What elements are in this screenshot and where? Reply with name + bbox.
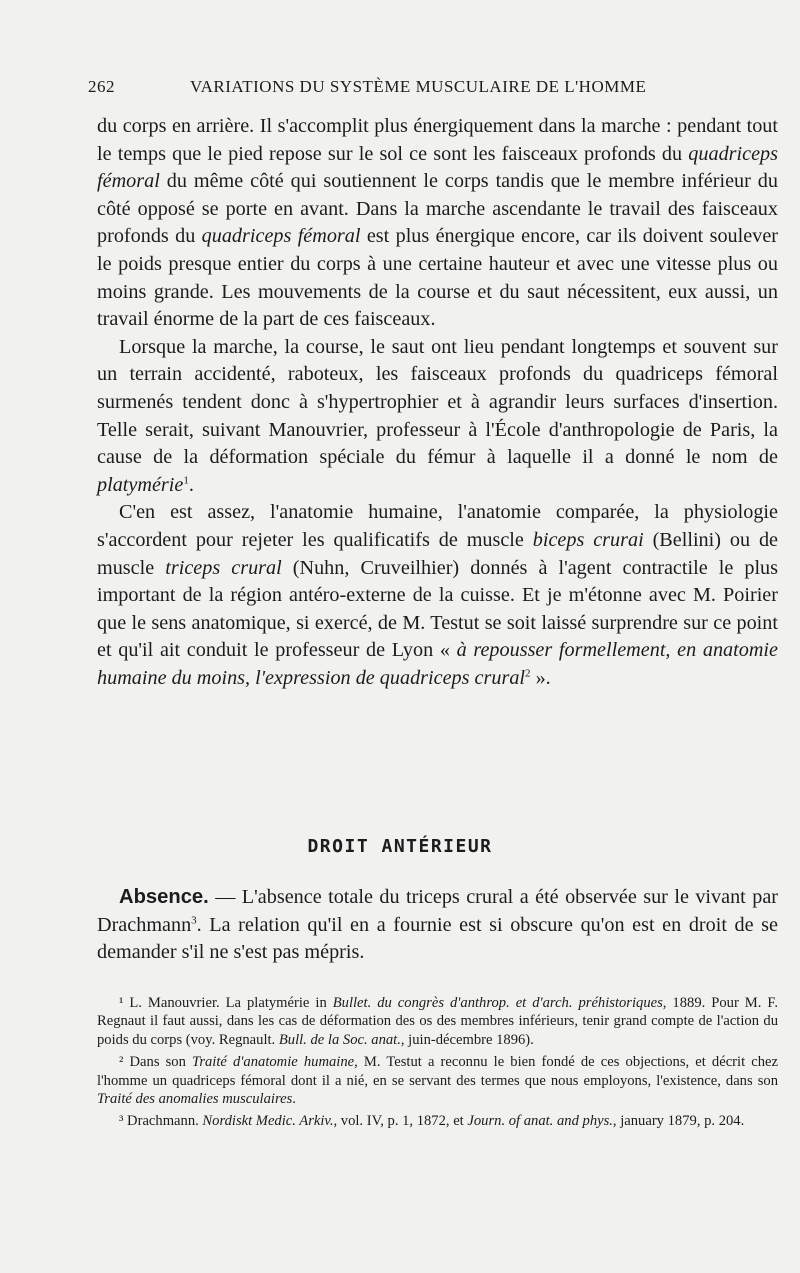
footnote-ref-2[interactable]: 2: [525, 667, 531, 680]
text-run: — L'absence totale du triceps crural a été observée sur le vivant par Drachmann: [97, 886, 778, 936]
paragraph-3: [97, 499, 778, 692]
text-run: , 1889. Pour M. F. Regnaut il faut aussi, dans les cas de déformation des os des membres inférieurs, tenir grand compte de l'action du poids du corps (voy. Regnault.: [97, 995, 778, 1048]
section-heading: DROIT ANTÉRIEUR: [307, 836, 493, 857]
text-run: .: [188, 473, 194, 496]
footnote-3: [97, 1112, 778, 1130]
text-run: ».: [530, 666, 551, 689]
italic-term: quadriceps fémoral: [201, 225, 361, 248]
italic-title: Traité des anomalies musculaires: [97, 1091, 293, 1108]
paragraph-1: [97, 113, 778, 334]
text-run: , juin-décembre 1896).: [400, 1031, 534, 1048]
page-number: 262: [88, 77, 115, 96]
absence-paragraph: [97, 884, 778, 967]
body-text: [97, 113, 778, 692]
italic-term: triceps crural: [165, 556, 282, 579]
text-run: , M. Testut a reconnu le bien fondé de ces objections, et décrit chez l'homme un quadriceps fémoral dont il a nié, en se servant des termes que nous employons, l'existence, dans son: [97, 1054, 778, 1089]
italic-title: Bullet. du congrès d'anthrop. et d'arch. préhistoriques: [332, 995, 663, 1011]
italic-term: platymérie: [97, 473, 184, 496]
paragraph-2: [97, 334, 778, 500]
text-run: (Nuhn, Cruveilhier) donnés à l'agent contractile le plus important de la région antéro-externe de la cuisse. Et je m'étonne avec M. Poirier que le sens anatomique, si exercé, de M. Testut se soit laissé surprendre sur ce point et qu'il ait conduit le professeur de Lyon «: [97, 556, 779, 662]
text-run: , vol. IV, p. 1, 1872, et: [333, 1113, 468, 1130]
text-run: C'en est assez, l'anatomie humaine, l'anatomie comparée, la physiologie s'accordent pour rejeter les qualificatifs de muscle: [97, 501, 778, 551]
text-run: Lorsque la marche, la course, le saut ont lieu pendant longtemps et souvent sur un terrain accidenté, raboteux, les faisceaux profonds du quadriceps fémoral surmenés tendent donc à s'hypertrophier et à agrandir leurs surfaces d'insertion. Telle serait, suivant Manouvrier, professeur à l'École d'anthropologie de Paris, la cause de la déformation spéciale du fémur à laquelle il a donné le nom de: [97, 335, 778, 469]
text-run: Dans son: [123, 1054, 193, 1071]
footnote-ref-1[interactable]: 1: [183, 473, 189, 486]
running-title: VARIATIONS DU SYSTÈME MUSCULAIRE DE L'HOMME: [190, 77, 647, 96]
footnote-mark: ³: [119, 1113, 124, 1130]
text-run: L. Manouvrier. La platymérie in: [123, 995, 333, 1011]
footnotes: [97, 994, 778, 1135]
italic-term: quadriceps fémoral: [97, 142, 778, 193]
italic-quote: à repousser formellement, en anatomie humaine du moins, l'expression de quadriceps crural: [97, 639, 778, 689]
absence-lead: Absence.: [119, 886, 209, 908]
italic-term: biceps crurai: [532, 528, 644, 551]
footnote-2: [97, 1053, 778, 1108]
text-run: , january 1879, p. 204.: [612, 1113, 745, 1130]
footnote-ref-3[interactable]: 3: [191, 913, 197, 926]
footnote-mark: ²: [119, 1054, 124, 1071]
italic-title: Nordiskt Medic. Arkiv.: [202, 1113, 334, 1130]
text-run: . La relation qu'il en a fournie est si obscure qu'on est en droit de se demander s'il ne s'est pas mépris.: [97, 913, 778, 964]
running-header: [88, 77, 778, 99]
text-run: .: [292, 1091, 296, 1108]
footnote-mark: ¹: [119, 995, 124, 1011]
text-run: Drachmann.: [123, 1113, 203, 1130]
text-run: du corps en arrière. Il s'accomplit plus énergiquement dans la marche : pendant tout le temps que le pied repose sur le sol ce sont les faisceaux profonds du: [97, 115, 778, 165]
italic-title: Bull. de la Soc. anat.: [278, 1031, 401, 1048]
text-run: est plus énergique encore, car ils doivent soulever le poids presque entier du corps à une certaine hauteur et avec une vitesse plus ou moins grande. Les mouvements de la course et du saut nécessitent, eux aussi, un travail énorme de la part de ces faisceaux.: [97, 225, 778, 331]
italic-title: Traité d'anatomie humaine: [192, 1054, 355, 1071]
text-run: (Bellini) ou de muscle: [97, 528, 778, 579]
text-run: du même côté qui soutiennent le corps tandis que le membre inférieur du côté opposé se porte en avant. Dans la marche ascendante le travail des faisceaux profonds du: [97, 170, 778, 248]
italic-title: Journ. of anat. and phys.: [467, 1113, 613, 1130]
footnote-1: [97, 994, 778, 1049]
